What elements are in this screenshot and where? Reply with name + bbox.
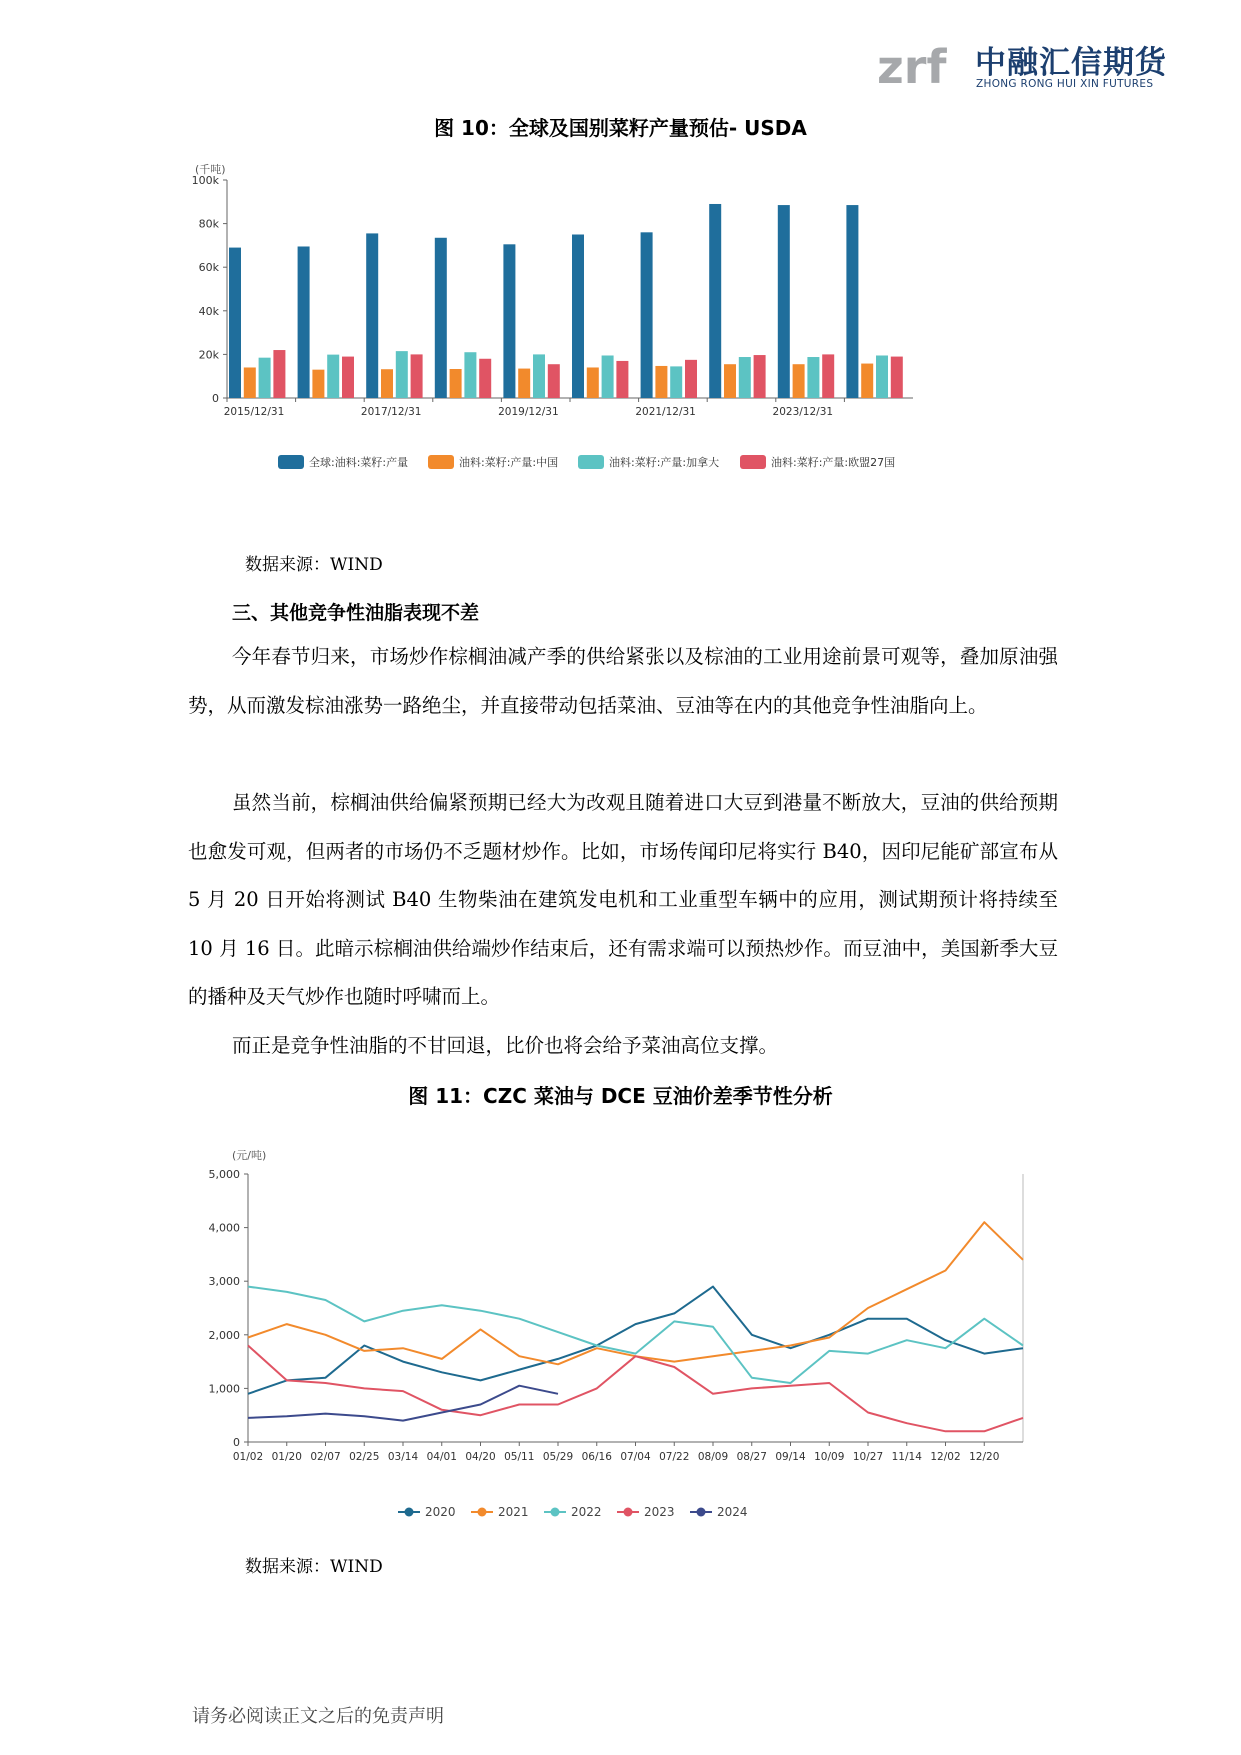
x-tick-label: 04/01 [426, 1451, 457, 1463]
bar [670, 366, 682, 398]
legend-label: 全球:油料:菜籽:产量 [309, 456, 409, 469]
y-tick-label: 20k [198, 348, 219, 362]
bar [229, 248, 241, 398]
bar [724, 364, 736, 398]
legend-label: 2020 [425, 1505, 456, 1519]
figure10-source: 数据来源：WIND [245, 555, 383, 575]
bar [548, 364, 560, 398]
legend-label: 2022 [571, 1505, 602, 1519]
bar [342, 357, 354, 398]
legend-marker [697, 1508, 706, 1517]
x-tick-label: 11/14 [891, 1451, 922, 1463]
bar [709, 204, 721, 398]
legend-swatch [278, 455, 304, 469]
figure11-line-chart [200, 1132, 1050, 1532]
bar [572, 235, 584, 399]
y-tick-label: 3,000 [208, 1275, 240, 1289]
x-tick-label: 2015/12/31 [223, 406, 285, 418]
bar [822, 354, 834, 398]
footer-disclaimer: 请务必阅读正文之后的免责声明 [192, 1706, 444, 1727]
bar [616, 361, 628, 398]
legend-label: 2023 [644, 1505, 675, 1519]
series-line [248, 1222, 1023, 1364]
x-tick-label: 10/09 [814, 1451, 845, 1463]
x-tick-label: 08/09 [697, 1451, 729, 1463]
x-tick-label: 12/02 [930, 1451, 961, 1463]
bar [861, 364, 873, 398]
bar [396, 351, 408, 398]
y-axis-unit: (元/吨) [232, 1149, 267, 1162]
figure10-title: 图 10：全球及国别菜籽产量预估- USDA [434, 116, 807, 140]
bar [381, 369, 393, 398]
legend-swatch [740, 455, 766, 469]
bar [327, 355, 339, 398]
bar [641, 232, 653, 398]
y-tick-label: 2,000 [208, 1328, 240, 1342]
x-tick-label: 01/02 [232, 1451, 264, 1463]
bar [503, 244, 515, 398]
x-tick-label: 08/27 [736, 1451, 767, 1463]
y-axis-unit: (千吨) [195, 163, 226, 176]
logo-mark-icon [875, 25, 975, 95]
figure10-bar-chart [190, 160, 1050, 530]
x-tick-label: 2023/12/31 [772, 406, 834, 418]
bar [685, 360, 697, 398]
bar [807, 357, 819, 398]
bar [793, 364, 805, 398]
series-line [248, 1287, 1023, 1383]
legend-label: 油料:菜籽:产量:中国 [459, 456, 559, 469]
x-tick-label: 12/20 [969, 1451, 1000, 1463]
figure11-source: 数据来源：WIND [245, 1557, 383, 1577]
x-tick-label: 05/11 [504, 1451, 535, 1463]
bar [739, 357, 751, 398]
y-tick-label: 60k [198, 261, 219, 275]
y-tick-label: 5,000 [208, 1168, 240, 1181]
y-tick-label: 80k [198, 217, 219, 231]
bar [450, 369, 462, 398]
legend-label: 油料:菜籽:产量:加拿大 [609, 456, 720, 469]
bar [411, 354, 423, 398]
y-tick-label: 1,000 [208, 1382, 240, 1396]
y-tick-label: 4,000 [208, 1221, 240, 1235]
bar [479, 359, 491, 398]
legend-swatch [428, 455, 454, 469]
y-tick-label: 0 [233, 1436, 240, 1449]
x-tick-label: 06/16 [581, 1451, 612, 1463]
company-logo [875, 25, 1205, 95]
bar [754, 355, 766, 398]
legend-marker [405, 1508, 414, 1517]
series-line [248, 1346, 1023, 1432]
y-tick-label: 100k [191, 174, 219, 187]
x-tick-label: 01/20 [271, 1451, 302, 1463]
bar [298, 246, 310, 398]
section-heading: 三、其他竞争性油脂表现不差 [232, 602, 480, 624]
bar [846, 205, 858, 398]
x-tick-label: 09/14 [775, 1451, 806, 1463]
bar [602, 355, 614, 398]
y-tick-label: 0 [212, 392, 219, 405]
bar [273, 350, 285, 398]
bar [244, 367, 256, 398]
bar [655, 366, 667, 398]
legend-marker [624, 1508, 633, 1517]
figure11-title: 图 11：CZC 菜油与 DCE 豆油价差季节性分析 [408, 1084, 833, 1108]
x-tick-label: 07/04 [620, 1451, 651, 1463]
x-tick-label: 07/22 [659, 1451, 690, 1463]
bar [366, 233, 378, 398]
x-tick-label: 05/29 [542, 1451, 574, 1463]
bar [518, 369, 530, 398]
legend-label: 2021 [498, 1505, 529, 1519]
bar [587, 367, 599, 398]
bar [891, 357, 903, 398]
paragraph-3: 而正是竞争性油脂的不甘回退，比价也将会给予菜油高位支撑。 [232, 1034, 779, 1057]
company-name-cn: 中融汇信期货 [975, 45, 1167, 81]
x-tick-label: 10/27 [852, 1451, 884, 1463]
bar [778, 205, 790, 398]
legend-label: 油料:菜籽:产量:欧盟27国 [771, 456, 896, 469]
x-tick-label: 03/14 [387, 1451, 419, 1463]
legend-swatch [578, 455, 604, 469]
company-name-en: ZHONG RONG HUI XIN FUTURES [976, 78, 1154, 90]
x-tick-label: 04/20 [465, 1451, 496, 1463]
paragraph-1: 今年春节归来，市场炒作棕榈油减产季的供给紧张以及棕油的工业用途前景可观等，叠加原油强势，从而激发棕油涨势一路绝尘，并直接带动包括菜油、豆油等在内的其他竞争性油脂向上。 [188, 645, 1058, 717]
bar [464, 352, 476, 398]
bar [435, 238, 447, 398]
y-tick-label: 40k [198, 304, 219, 318]
paragraph-2: 虽然当前，棕榈油供给偏紧预期已经大为改观且随着进口大豆到港量不断放大，豆油的供给预期也愈发可观，但两者的市场仍不乏题材炒作。比如，市场传闻印尼将实行 B40，因印尼能矿部宣布从 5 月 20 日开始将测试 B40 生物柴油在建筑发电机和工业重型车辆中的应用，测试期预计将持续至 10 月 16 日。此暗示棕榈油供给端炒作结束后，还有需求端可以预热炒作。而豆油中，美国新季大豆的播种及天气炒作也随时呼啸而上。 [188, 791, 1058, 1008]
bar [312, 370, 324, 398]
x-tick-label: 2021/12/31 [635, 406, 696, 418]
x-tick-label: 02/25 [349, 1451, 380, 1463]
x-tick-label: 2019/12/31 [498, 406, 559, 418]
logo-mark-text: zrf [877, 40, 947, 94]
bar [876, 355, 888, 398]
x-tick-label: 02/07 [310, 1451, 341, 1463]
legend-marker [551, 1508, 560, 1517]
legend-marker [478, 1508, 487, 1517]
bar [533, 354, 545, 398]
bar [259, 358, 271, 398]
x-tick-label: 2017/12/31 [360, 406, 422, 418]
legend-label: 2024 [717, 1505, 748, 1519]
